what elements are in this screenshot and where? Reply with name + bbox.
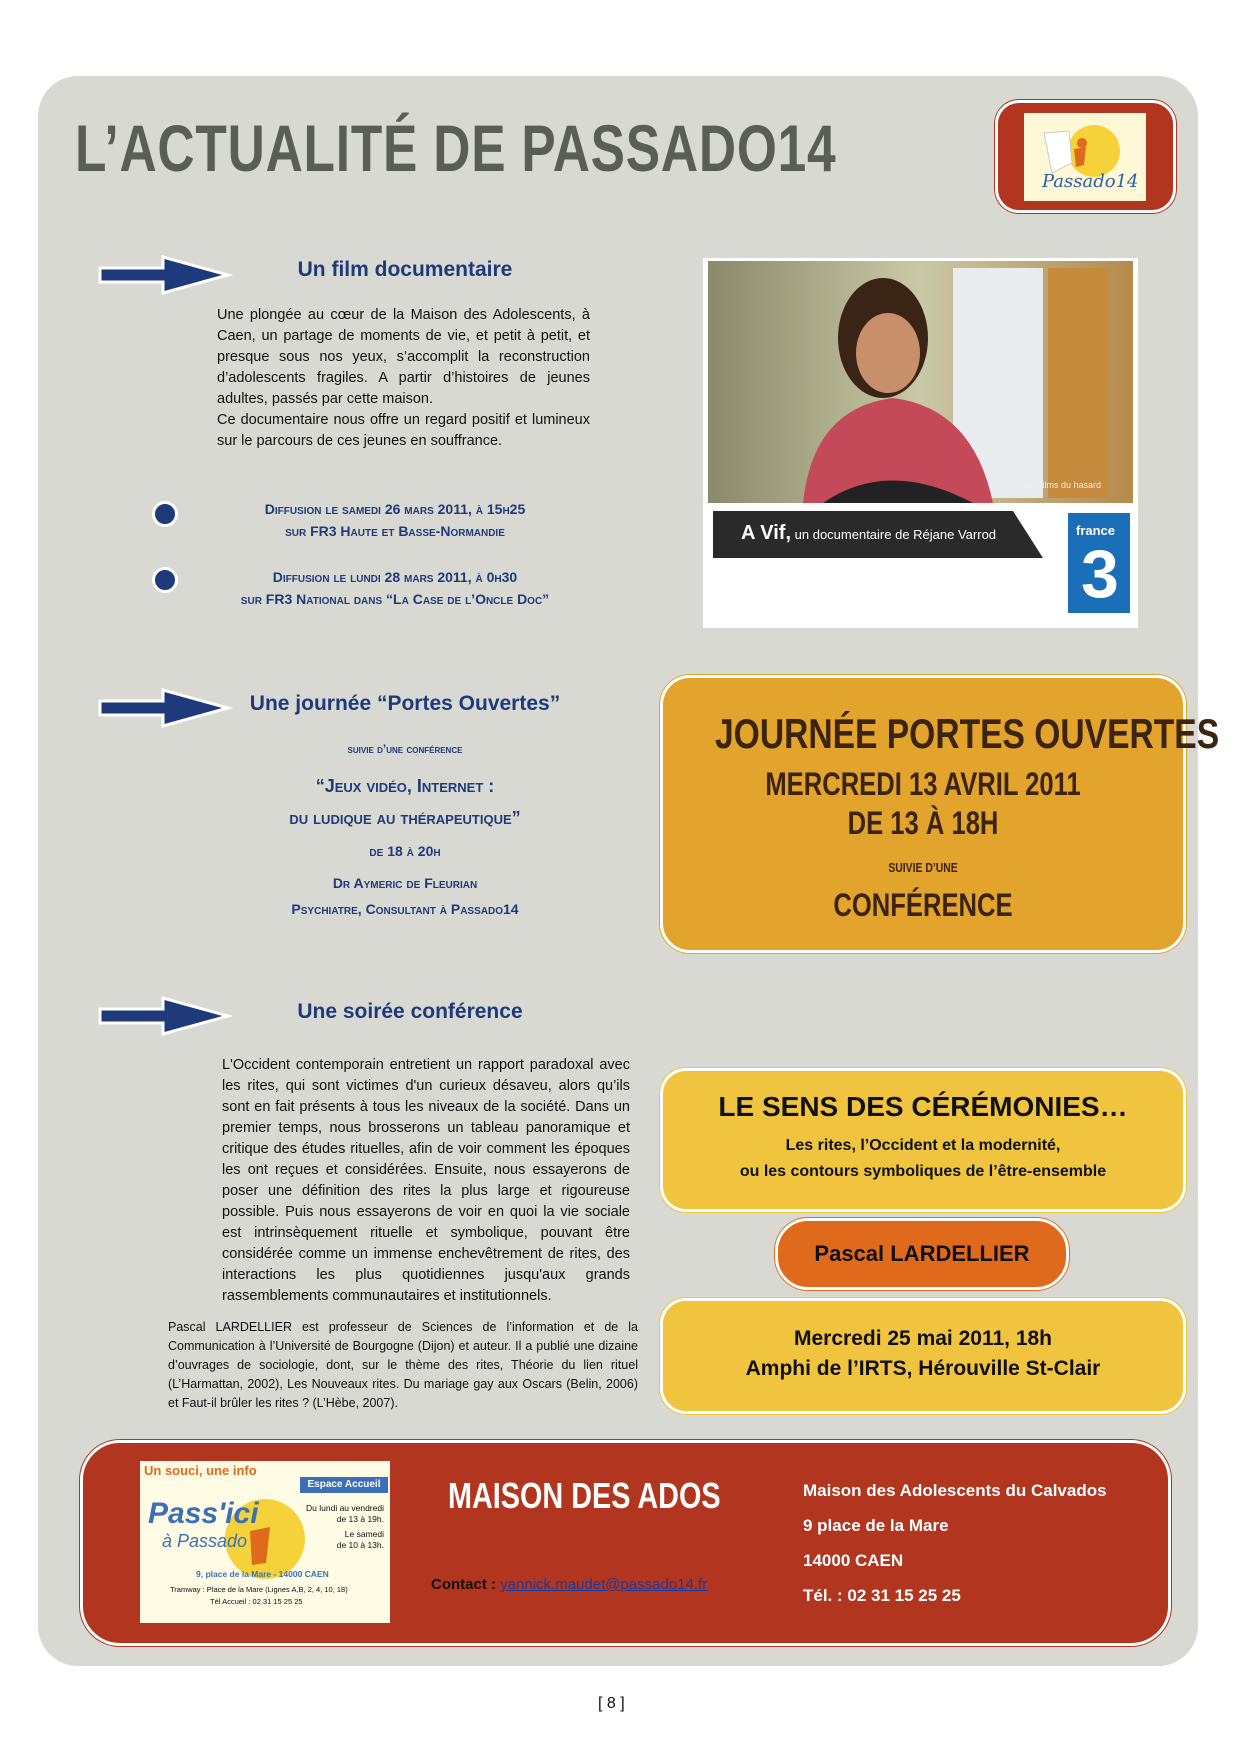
documentary-image [703, 258, 1138, 628]
open-day-box-title: JOURNÉE PORTES OUVERTES [715, 710, 1220, 757]
photo-caption-title: A Vif, [741, 522, 792, 544]
open-day-box-date: MERCREDI 13 AVRIL 2011 [765, 766, 1081, 802]
maison-des-ados-title: MAISON DES ADOS [448, 1475, 721, 1516]
flyer-hours-4: de 10 à 13h. [336, 1540, 384, 1550]
address-line-1: Maison des Adolescents du Calvados [803, 1481, 1107, 1500]
open-day-followed-by: suivie d’une conférence [347, 742, 463, 756]
ceremonies-subtitle-1: Les rites, l’Occident et la modernité, [785, 1137, 1061, 1154]
flyer-address: 9, place de la Mare - 14000 CAEN [196, 1569, 329, 1579]
talk-title-line1: “Jeux vidéo, Internet : [315, 776, 495, 796]
logo-image [1024, 113, 1146, 201]
film-paragraph-2: Ce documentaire nous offre un regard positif et lumineux sur le parcours de ces jeunes en souffrance. [217, 412, 590, 449]
speaker-pill [775, 1218, 1069, 1290]
broadcast-2 [200, 566, 590, 610]
address-line-2: 9 place de la Mare [803, 1516, 949, 1535]
photo-caption [741, 522, 996, 545]
passado14-logo [995, 100, 1176, 213]
photo-credit: Les films du hasard [1023, 480, 1102, 490]
flyer-top: Un souci, une info [144, 1463, 257, 1478]
talk-title [230, 770, 580, 834]
footer-address [803, 1473, 1107, 1613]
talk-time: de 18 à 20h [369, 843, 441, 859]
open-day-heading: Une journée “Portes Ouvertes” [249, 692, 561, 715]
flyer-hours-2: de 13 à 19h. [336, 1514, 384, 1524]
open-day-box [660, 675, 1220, 953]
film-heading: Un film documentaire [297, 258, 513, 281]
event-date-box [660, 1298, 1186, 1414]
evening-paragraph: L'Occident contemporain entretient un rapport paradoxal avec les rites, qui sont victimes d'un curieux désaveu, alors qu’ils sont en fait présents à tous les niveaux de la société. Dans un premier temps, nous brosserons un tableau panoramique et critique des études rituelles, afin de voir comment les époques les ont reçues et considérées. Ensuite, nous essayerons de poser une définition des rites la plus large et rigoureuse possible. Puis nous essayerons de voir en quoi la vie sociale est intrinsèquement rituelle et symbolique, pouvant être considérée comme un immense enchevêtrement de rites, des interactions les plus quotidiennes jusqu'aux grands rassemblements communautaires et institutionnels. [222, 1057, 630, 1304]
page-number: [ 8 ] [598, 1695, 625, 1712]
film-paragraph-1: Une plongée au cœur de la Maison des Adolescents, à Caen, un partage de moments de vie, et petit à petit, et presque sous nos yeux, s’accomplit la reconstruction d’adolescents fragiles. A partir d’histoires de jeunes adultes, passés par cette maison. [217, 307, 590, 407]
open-day-box-followed: SUIVIE D’UNE [888, 860, 958, 875]
speaker-bio: Pascal LARDELLIER est professeur de Sciences de l’information et de la Communication à l’Université de Bourgogne (Dijon) et auteur. Il a publié une dizaine d’ouvrages de sociologie, dont, sur le thème des rites, Théorie du lien rituel (L’Harmattan, 2002), Les Nouveaux rites. Du mariage gay aux Oscars (Belin, 2006) et Faut-il brûler les rites ? (L’Hèbe, 2007). [168, 1320, 638, 1410]
speaker-name: Dr Aymeric de Fleurian [332, 875, 478, 891]
contact-line [431, 1576, 707, 1593]
speaker-pill-name: Pascal LARDELLIER [814, 1241, 1030, 1266]
flyer-tel: Tél Accueil : 02 31 15 25 25 [210, 1597, 303, 1606]
talk-title-line2: du ludique au thérapeutique” [289, 808, 521, 828]
page-title: L’ACTUALITÉ DE PASSADO14 [75, 111, 837, 185]
event-place: Amphi de l’IRTS, Hérouville St-Clair [745, 1357, 1101, 1380]
open-day-box-conference: CONFÉRENCE [833, 887, 1013, 923]
film-paragraph [217, 305, 590, 452]
address-line-3: 14000 CAEN [803, 1551, 904, 1570]
footer-box [80, 1440, 1171, 1646]
logo-text: Passado14 [1042, 171, 1139, 192]
arrow-icon [98, 686, 233, 730]
contact-email-link[interactable]: yannick.maudet@passado14.fr [500, 1576, 708, 1593]
flyer-tag: Espace Accueil [300, 1477, 388, 1493]
arrow-icon [98, 253, 233, 297]
talk-speaker [230, 870, 580, 922]
broadcast-2-line2: sur FR3 National dans “La Case de l’Oncle Doc” [240, 591, 550, 607]
photo-caption-subtitle: un documentaire de Réjane Varrod [794, 527, 997, 542]
ceremonies-title: LE SENS DES CÉRÉMONIES… [718, 1091, 1128, 1122]
bullet-icon [152, 567, 178, 593]
broadcast-1-line2: sur FR3 Haute et Basse-Normandie [285, 523, 505, 539]
evening-heading: Une soirée conférence [297, 1000, 523, 1023]
arrow-icon [98, 994, 233, 1038]
documentary-still [703, 258, 1138, 628]
broadcast-2-line1: Diffusion le lundi 28 mars 2011, à 0h30 [272, 569, 518, 585]
broadcast-1-line1: Diffusion le samedi 26 mars 2011, à 15h25 [264, 501, 526, 517]
bullet-icon [152, 501, 178, 527]
flyer-tram: Tramway : Place de la Mare (Lignes A,B, 2, 4, 10, 18) [170, 1585, 348, 1594]
flyer-hours-3: Le samedi [344, 1529, 384, 1539]
speaker-role: Psychiatre, Consultant à Passado14 [291, 901, 519, 917]
contact-label: Contact : [431, 1576, 496, 1593]
ceremonies-box [660, 1068, 1186, 1212]
flyer-hours-1: Du lundi au vendredi [306, 1503, 384, 1513]
channel-logo-number: 3 [1081, 536, 1119, 612]
open-day-box-hours: DE 13 À 18H [847, 805, 999, 841]
event-date: Mercredi 25 mai 2011, 18h [794, 1327, 1052, 1350]
flyer-hours [300, 1503, 384, 1551]
address-line-4: Tél. : 02 31 15 25 25 [803, 1586, 961, 1605]
channel-logo-word: france [1076, 523, 1116, 538]
broadcast-1 [200, 498, 590, 542]
passici-flyer [140, 1461, 390, 1623]
flyer-brand-1: Pass'ici [148, 1497, 259, 1530]
flyer-brand-2: à Passado [162, 1531, 248, 1551]
ceremonies-subtitle-2: ou les contours symboliques de l’être-ensemble [739, 1163, 1107, 1180]
